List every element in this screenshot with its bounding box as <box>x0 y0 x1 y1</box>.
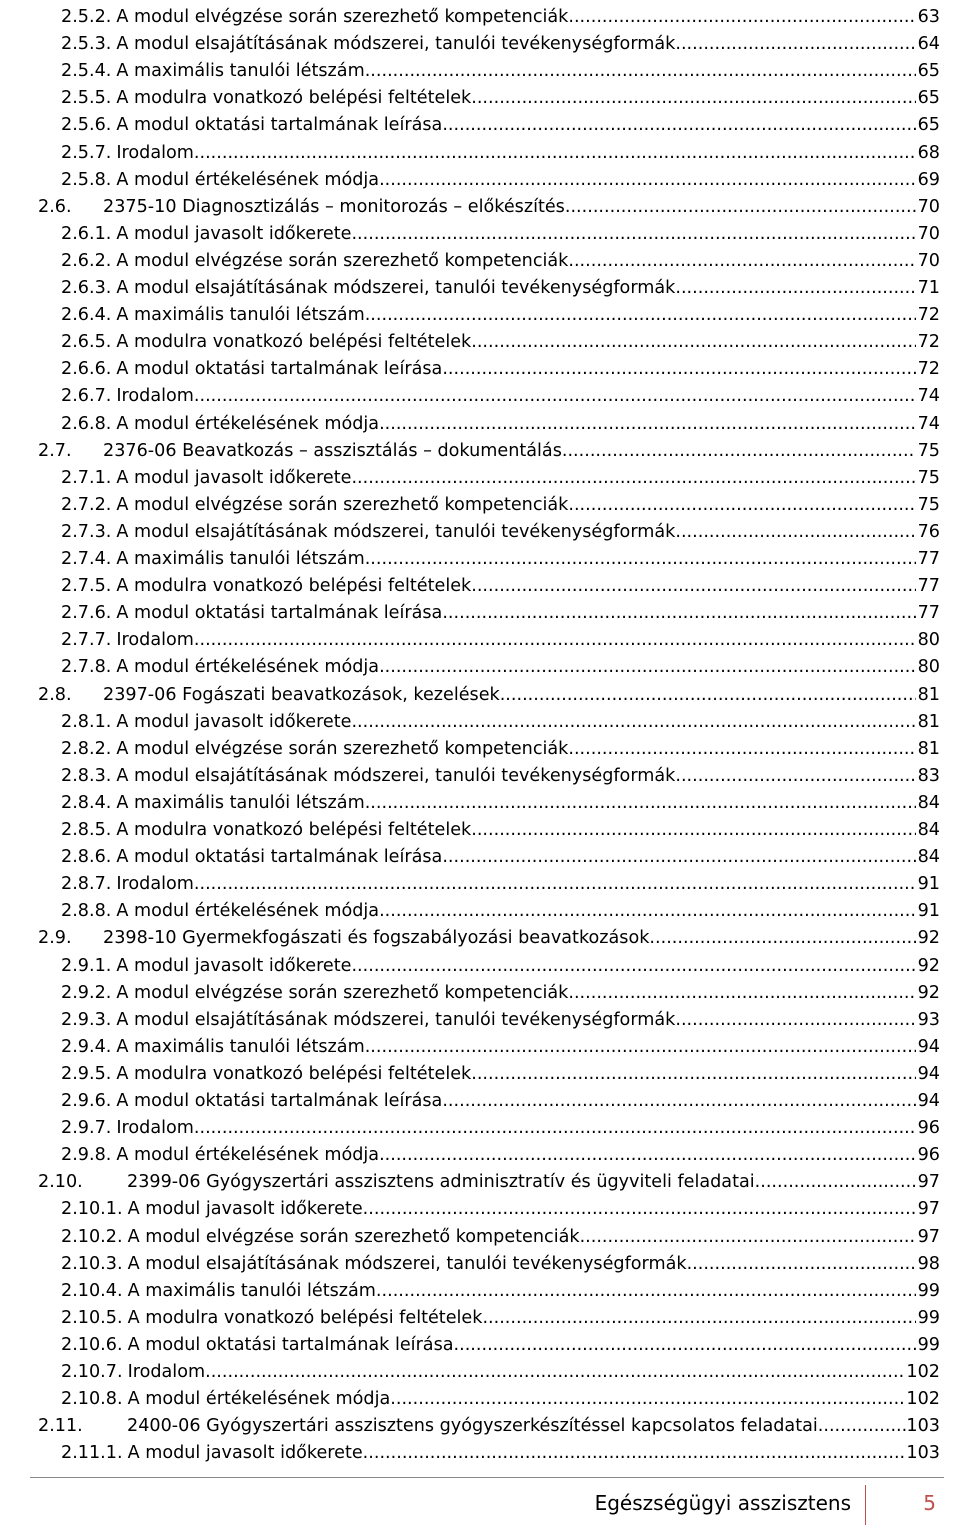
toc-entry-number: 2.5.2. <box>61 7 112 27</box>
toc-entry-page: 103 <box>906 1443 940 1464</box>
toc-entry-number: 2.10.3. <box>61 1253 123 1274</box>
toc-entry-page: 75 <box>917 440 940 461</box>
footer-divider <box>30 1477 944 1478</box>
toc-dot-leader <box>675 522 916 542</box>
toc-entry-number: 2.5.4. <box>61 61 112 82</box>
toc-entry-number: 2.5.8. <box>61 169 112 190</box>
toc-entry[interactable] <box>61 1382 940 1409</box>
toc-entry-number: 2.8.1. <box>61 711 112 732</box>
toc-entry[interactable] <box>61 1301 940 1328</box>
toc-entry-title: A modul elsajátításának módszerei, tanulói tevékenységformák <box>116 1009 676 1030</box>
toc-dot-leader <box>471 1064 916 1084</box>
toc-dot-leader <box>565 197 916 217</box>
toc-dot-leader <box>194 630 916 650</box>
toc-entry-number: 2.9.2. <box>61 982 112 1003</box>
toc-entry[interactable] <box>38 1409 940 1436</box>
toc-entry-number: 2.6.7. <box>61 386 112 407</box>
toc-entry-number: 2.6.3. <box>61 278 112 298</box>
toc-entry-page: 80 <box>917 657 940 678</box>
toc-dot-leader <box>194 874 916 894</box>
toc-entry[interactable] <box>61 1192 940 1219</box>
toc-entry[interactable] <box>61 1084 940 1111</box>
toc-dot-leader <box>675 34 916 54</box>
toc-entry-page: 92 <box>917 928 940 949</box>
toc-entry[interactable] <box>61 488 940 515</box>
toc-entry-number: 2.7.2. <box>61 494 112 515</box>
toc-entry[interactable] <box>61 0 940 27</box>
toc-entry[interactable] <box>61 949 940 976</box>
toc-entry-title: A modul értékelésének módja <box>127 1389 391 1410</box>
toc-entry-page: 72 <box>917 305 940 326</box>
toc-entry-page: 99 <box>917 1334 940 1355</box>
toc-entry-number: 2.9.4. <box>61 1036 112 1057</box>
toc-dot-leader <box>351 956 916 976</box>
toc-entry-number: 2.6.1. <box>61 223 112 244</box>
toc-dot-leader <box>471 332 916 352</box>
toc-entry-page: 97 <box>917 1226 940 1247</box>
toc-dot-leader <box>365 793 916 813</box>
toc-entry-title: A modul oktatási tartalmának leírása <box>127 1334 454 1355</box>
toc-entry-title: A modul elsajátításának módszerei, tanulói tevékenységformák <box>116 278 676 298</box>
toc-entry-title: A modul oktatási tartalmának leírása <box>116 847 443 868</box>
toc-entry[interactable] <box>61 298 940 325</box>
toc-entry-page: 75 <box>917 494 940 515</box>
toc-entry[interactable] <box>61 759 940 786</box>
toc-dot-leader <box>365 1037 916 1057</box>
toc-dot-leader <box>442 847 916 867</box>
toc-entry-title: 2376-06 Beavatkozás – asszisztálás – dokumentálás <box>103 440 562 461</box>
toc-entry-title: A modulra vonatkozó belépési feltételek <box>116 88 472 109</box>
toc-entry[interactable] <box>61 515 940 542</box>
toc-entry-number: 2.10.2. <box>61 1226 123 1247</box>
toc-entry[interactable] <box>61 705 940 732</box>
toc-dot-leader <box>351 468 916 488</box>
toc-entry-title: 2399-06 Gyógyszertári asszisztens adminisztratív és ügyviteli feladatai <box>127 1172 755 1193</box>
toc-entry-page: 77 <box>917 603 940 624</box>
toc-dot-leader <box>365 305 916 325</box>
toc-entry-number: 2.10.7. <box>61 1362 123 1382</box>
toc-entry-page: 64 <box>917 34 940 55</box>
toc-entry[interactable] <box>61 1030 940 1057</box>
toc-entry-title: Irodalom <box>116 630 194 651</box>
toc-entry-page: 103 <box>906 1416 940 1437</box>
toc-entry[interactable] <box>61 976 940 1003</box>
toc-entry-number: 2.10.5. <box>61 1307 123 1328</box>
toc-entry-page: 65 <box>917 115 940 136</box>
toc-entry[interactable] <box>61 244 940 271</box>
toc-entry-page: 97 <box>917 1172 940 1193</box>
toc-entry-number: 2.8.8. <box>61 901 112 922</box>
toc-entry-number: 2.7.4. <box>61 549 112 569</box>
toc-entry[interactable] <box>61 1111 940 1138</box>
toc-entry-title: A modul javasolt időkerete <box>116 955 352 976</box>
toc-entry-number: 2.9.1. <box>61 955 112 976</box>
toc-entry[interactable] <box>61 1436 940 1463</box>
toc-entry-number: 2.9. <box>38 928 72 949</box>
toc-dot-leader <box>568 7 916 27</box>
toc-entry-page: 68 <box>917 142 940 163</box>
toc-entry-number: 2.10.4. <box>61 1280 123 1301</box>
toc-dot-leader <box>580 1227 916 1247</box>
toc-entry-number: 2.8.5. <box>61 820 112 840</box>
toc-entry-page: 97 <box>917 1199 940 1220</box>
toc-entry[interactable] <box>61 136 940 163</box>
toc-entry[interactable] <box>61 786 940 813</box>
toc-entry-title: A modul javasolt időkerete <box>116 467 352 488</box>
toc-entry-number: 2.8. <box>38 684 72 705</box>
toc-entry-page: 93 <box>917 1009 940 1030</box>
toc-dot-leader <box>471 88 916 108</box>
toc-entry-page: 77 <box>917 549 940 569</box>
toc-entry-title: A modul elvégzése során szerezhető kompetenciák <box>127 1226 580 1247</box>
toc-entry-title: Irodalom <box>116 1118 194 1139</box>
toc-entry-page: 92 <box>917 955 940 976</box>
toc-entry-title: A modul elsajátításának módszerei, tanulói tevékenységformák <box>127 1253 687 1274</box>
toc-dot-leader <box>194 386 916 406</box>
toc-entry-page: 75 <box>917 467 940 488</box>
toc-entry-number: 2.9.5. <box>61 1063 112 1084</box>
toc-entry[interactable] <box>61 840 940 867</box>
toc-entry-title: A maximális tanulói létszám <box>116 61 365 82</box>
toc-entry-title: A maximális tanulói létszám <box>116 1036 365 1057</box>
toc-entry-title: A modul javasolt időkerete <box>127 1199 363 1220</box>
toc-dot-leader <box>675 278 916 298</box>
toc-entry[interactable] <box>61 867 940 894</box>
toc-entry-number: 2.7.6. <box>61 603 112 624</box>
toc-entry[interactable] <box>61 81 940 108</box>
toc-entry[interactable] <box>38 678 940 705</box>
toc-entry[interactable] <box>61 217 940 244</box>
toc-entry-title: 2400-06 Gyógyszertári asszisztens gyógyszerkészítéssel kapcsolatos feladatai <box>127 1416 818 1437</box>
toc-entry-title: A modulra vonatkozó belépési feltételek <box>127 1307 483 1328</box>
toc-entry-page: 76 <box>917 521 940 542</box>
toc-entry-page: 83 <box>917 765 940 786</box>
toc-entry-page: 91 <box>917 874 940 895</box>
toc-dot-leader <box>649 928 916 948</box>
toc-dot-leader <box>351 224 916 244</box>
toc-entry-title: A modul értékelésének módja <box>116 1145 380 1166</box>
toc-entry-number: 2.6.8. <box>61 413 112 434</box>
toc-entry-number: 2.7. <box>38 440 72 461</box>
toc-dot-leader <box>568 739 916 759</box>
toc-entry-title: Irodalom <box>116 386 194 407</box>
toc-entry-page: 65 <box>917 61 940 82</box>
toc-dot-leader <box>675 766 916 786</box>
toc-dot-leader <box>568 495 916 515</box>
toc-dot-leader <box>363 1443 907 1463</box>
toc-entry[interactable] <box>61 1220 940 1247</box>
toc-entry-page: 84 <box>917 820 940 840</box>
toc-dot-leader <box>482 1308 916 1328</box>
toc-dot-leader <box>379 170 916 190</box>
toc-entry-title: A maximális tanulói létszám <box>116 305 365 326</box>
toc-entry[interactable] <box>61 1328 940 1355</box>
toc-entry-title: A modul elvégzése során szerezhető kompetenciák <box>116 494 569 515</box>
toc-entry-title: A modul elsajátításának módszerei, tanulói tevékenységformák <box>116 765 676 786</box>
toc-entry-page: 81 <box>917 711 940 732</box>
toc-entry-page: 69 <box>917 169 940 190</box>
toc-entry-title: A modulra vonatkozó belépési feltételek <box>116 820 472 840</box>
toc-entry[interactable] <box>38 434 940 461</box>
toc-entry-title: A modul elvégzése során szerezhető kompetenciák <box>116 982 569 1003</box>
toc-dot-leader <box>363 1199 916 1219</box>
toc-entry-title: A modulra vonatkozó belépési feltételek <box>116 332 472 353</box>
toc-dot-leader <box>379 1145 916 1165</box>
toc-entry-page: 70 <box>917 223 940 244</box>
toc-entry-number: 2.7.7. <box>61 630 112 651</box>
toc-dot-leader <box>442 603 916 623</box>
toc-dot-leader <box>379 901 916 921</box>
toc-entry-page: 91 <box>917 901 940 922</box>
toc-entry[interactable] <box>61 1355 940 1382</box>
toc-entry-page: 70 <box>917 196 940 217</box>
toc-dot-leader <box>442 359 916 379</box>
toc-entry-page: 96 <box>917 1118 940 1139</box>
toc-entry[interactable] <box>61 650 940 677</box>
toc-entry-number: 2.8.6. <box>61 847 112 868</box>
toc-entry[interactable] <box>38 190 940 217</box>
toc-entry-number: 2.6.5. <box>61 332 112 353</box>
toc-entry[interactable] <box>61 623 940 650</box>
toc-entry-title: A modulra vonatkozó belépési feltételek <box>116 576 472 597</box>
toc-entry-number: 2.10.6. <box>61 1334 123 1355</box>
toc-dot-leader <box>365 61 916 81</box>
toc-entry-number: 2.7.1. <box>61 467 112 488</box>
toc-entry-page: 84 <box>917 792 940 813</box>
toc-entry-number: 2.6.4. <box>61 305 112 326</box>
toc-entry-page: 70 <box>917 250 940 271</box>
toc-entry[interactable] <box>61 407 940 434</box>
toc-entry-title: A modul értékelésének módja <box>116 901 380 922</box>
toc-entry-title: A modul elvégzése során szerezhető kompetenciák <box>116 7 569 27</box>
toc-dot-leader <box>454 1335 916 1355</box>
toc-entry-number: 2.9.8. <box>61 1145 112 1166</box>
toc-entry-number: 2.6. <box>38 196 72 217</box>
toc-entry-number: 2.10.8. <box>61 1389 123 1410</box>
toc-entry-title: A maximális tanulói létszám <box>116 792 365 813</box>
toc-dot-leader <box>194 1118 916 1138</box>
toc-entry[interactable] <box>61 163 940 190</box>
toc-entry[interactable] <box>61 596 940 623</box>
toc-entry-page: 99 <box>917 1280 940 1301</box>
toc-entry[interactable] <box>61 1138 940 1165</box>
toc-entry-page: 74 <box>917 386 940 407</box>
toc-dot-leader <box>390 1389 906 1409</box>
toc-entry-page: 98 <box>917 1253 940 1274</box>
toc-dot-leader <box>568 983 916 1003</box>
toc-entry-page: 102 <box>906 1362 940 1382</box>
toc-entry-title: A modul elvégzése során szerezhető kompetenciák <box>116 738 569 759</box>
toc-entry-number: 2.5.6. <box>61 115 112 136</box>
toc-dot-leader <box>500 685 916 705</box>
toc-entry-page: 74 <box>917 413 940 434</box>
toc-entry-number: 2.5.5. <box>61 88 112 109</box>
toc-entry[interactable] <box>61 894 940 921</box>
toc-entry[interactable] <box>61 379 940 406</box>
toc-entry[interactable] <box>61 27 940 54</box>
toc-dot-leader <box>365 549 916 569</box>
toc-dot-leader <box>568 251 916 271</box>
toc-entry-title: Irodalom <box>116 874 194 895</box>
toc-entry-number: 2.8.3. <box>61 765 112 786</box>
toc-entry-page: 94 <box>917 1063 940 1084</box>
toc-entry[interactable] <box>61 732 940 759</box>
toc-entry-page: 63 <box>917 7 940 27</box>
toc-entry-title: A modul oktatási tartalmának leírása <box>116 603 443 624</box>
toc-entry-number: 2.5.3. <box>61 34 112 55</box>
toc-dot-leader <box>379 657 916 677</box>
toc-entry-number: 2.5.7. <box>61 142 112 163</box>
toc-entry-title: A modul értékelésének módja <box>116 657 380 678</box>
toc-entry-page: 72 <box>917 332 940 353</box>
toc-entry-title: 2397-06 Fogászati beavatkozások, kezelések <box>103 684 500 705</box>
toc-entry[interactable] <box>61 461 940 488</box>
toc-entry-page: 94 <box>917 1091 940 1111</box>
toc-entry-page: 99 <box>917 1307 940 1328</box>
toc-entry[interactable] <box>61 54 940 81</box>
toc-entry-page: 96 <box>917 1145 940 1166</box>
toc-entry-page: 72 <box>917 359 940 380</box>
toc-entry-number: 2.11. <box>38 1416 83 1437</box>
toc-entry[interactable] <box>61 352 940 379</box>
toc-entry[interactable] <box>61 325 940 352</box>
toc-entry-title: A modul értékelésének módja <box>116 169 380 190</box>
toc-dot-leader <box>205 1362 906 1382</box>
toc-entry-title: A modul javasolt időkerete <box>116 711 352 732</box>
toc-entry[interactable] <box>61 569 940 596</box>
toc-entry-title: A modul oktatási tartalmának leírása <box>116 1091 443 1111</box>
toc-entry-title: Irodalom <box>116 142 194 163</box>
toc-entry-title: A modul elvégzése során szerezhető kompetenciák <box>116 250 569 271</box>
toc-entry[interactable] <box>61 542 940 569</box>
toc-entry-page: 92 <box>917 982 940 1003</box>
toc-entry[interactable] <box>61 1247 940 1274</box>
toc-entry[interactable] <box>61 271 940 298</box>
toc-dot-leader <box>471 576 916 596</box>
toc-dot-leader <box>675 1010 916 1030</box>
toc-entry[interactable] <box>61 108 940 135</box>
toc-entry-page: 77 <box>917 576 940 597</box>
page-footer <box>595 1485 944 1525</box>
footer-page-number: 5 <box>923 1491 936 1515</box>
toc-entry-number: 2.8.7. <box>61 874 112 895</box>
toc-entry[interactable] <box>61 1003 940 1030</box>
toc-entry-number: 2.7.8. <box>61 657 112 678</box>
toc-entry-page: 102 <box>906 1389 940 1410</box>
toc-entry-page: 81 <box>917 684 940 705</box>
toc-entry-title: A modul elsajátításának módszerei, tanulói tevékenységformák <box>116 521 676 542</box>
toc-dot-leader <box>351 712 916 732</box>
toc-entry-title: A maximális tanulói létszám <box>116 549 365 569</box>
toc-dot-leader <box>471 820 916 840</box>
toc-entry-number: 2.8.4. <box>61 792 112 813</box>
toc-entry-number: 2.7.3. <box>61 521 112 542</box>
toc-entry[interactable] <box>61 813 940 840</box>
toc-dot-leader <box>442 1091 916 1111</box>
toc-dot-leader <box>376 1281 916 1301</box>
footer-document-title: Egészségügyi asszisztens <box>594 1491 851 1515</box>
toc-entry-title: A modulra vonatkozó belépési feltételek <box>116 1063 472 1084</box>
toc-dot-leader <box>562 441 916 461</box>
toc-entry-title: A modul javasolt időkerete <box>127 1443 363 1464</box>
toc-dot-leader <box>818 1416 907 1436</box>
toc-entry-number: 2.9.7. <box>61 1118 112 1139</box>
toc-dot-leader <box>755 1172 916 1192</box>
toc-entry-page: 94 <box>917 1036 940 1057</box>
toc-entry-number: 2.6.6. <box>61 359 112 380</box>
toc-entry-title: A modul elsajátításának módszerei, tanulói tevékenységformák <box>116 34 676 55</box>
toc-entry-number: 2.10. <box>38 1172 83 1193</box>
toc-entry-title: 2398-10 Gyermekfogászati és fogszabályozási beavatkozások <box>103 928 650 949</box>
toc-dot-leader <box>687 1254 916 1274</box>
toc-entry-number: 2.9.6. <box>61 1091 112 1111</box>
toc-entry-page: 84 <box>917 847 940 868</box>
toc-entry-title: A maximális tanulói létszám <box>127 1280 376 1301</box>
toc-dot-leader <box>379 414 916 434</box>
toc-entry-number: 2.11.1. <box>61 1443 123 1464</box>
toc-entry-number: 2.9.3. <box>61 1009 112 1030</box>
toc-dot-leader <box>194 143 916 163</box>
toc-dot-leader <box>442 115 916 135</box>
toc-entry-page: 71 <box>917 278 940 298</box>
toc-entry-page: 81 <box>917 738 940 759</box>
toc-entry[interactable] <box>38 1165 940 1192</box>
toc-entry-number: 2.10.1. <box>61 1199 123 1220</box>
toc-entry-page: 65 <box>917 88 940 109</box>
toc-entry-title: A modul értékelésének módja <box>116 413 380 434</box>
toc-entry-number: 2.7.5. <box>61 576 112 597</box>
toc-entry-title: Irodalom <box>127 1362 206 1382</box>
toc-entry[interactable] <box>61 1057 940 1084</box>
toc-entry-title: A modul oktatási tartalmának leírása <box>116 359 443 380</box>
toc-entry[interactable] <box>61 1274 940 1301</box>
toc-entry-number: 2.8.2. <box>61 738 112 759</box>
toc-entry-title: 2375-10 Diagnosztizálás – monitorozás – előkészítés <box>103 196 565 217</box>
toc-entry[interactable] <box>38 921 940 948</box>
toc-entry-number: 2.6.2. <box>61 250 112 271</box>
toc-entry-title: A modul oktatási tartalmának leírása <box>116 115 443 136</box>
toc-entry-page: 80 <box>917 630 940 651</box>
toc-entry-title: A modul javasolt időkerete <box>116 223 352 244</box>
